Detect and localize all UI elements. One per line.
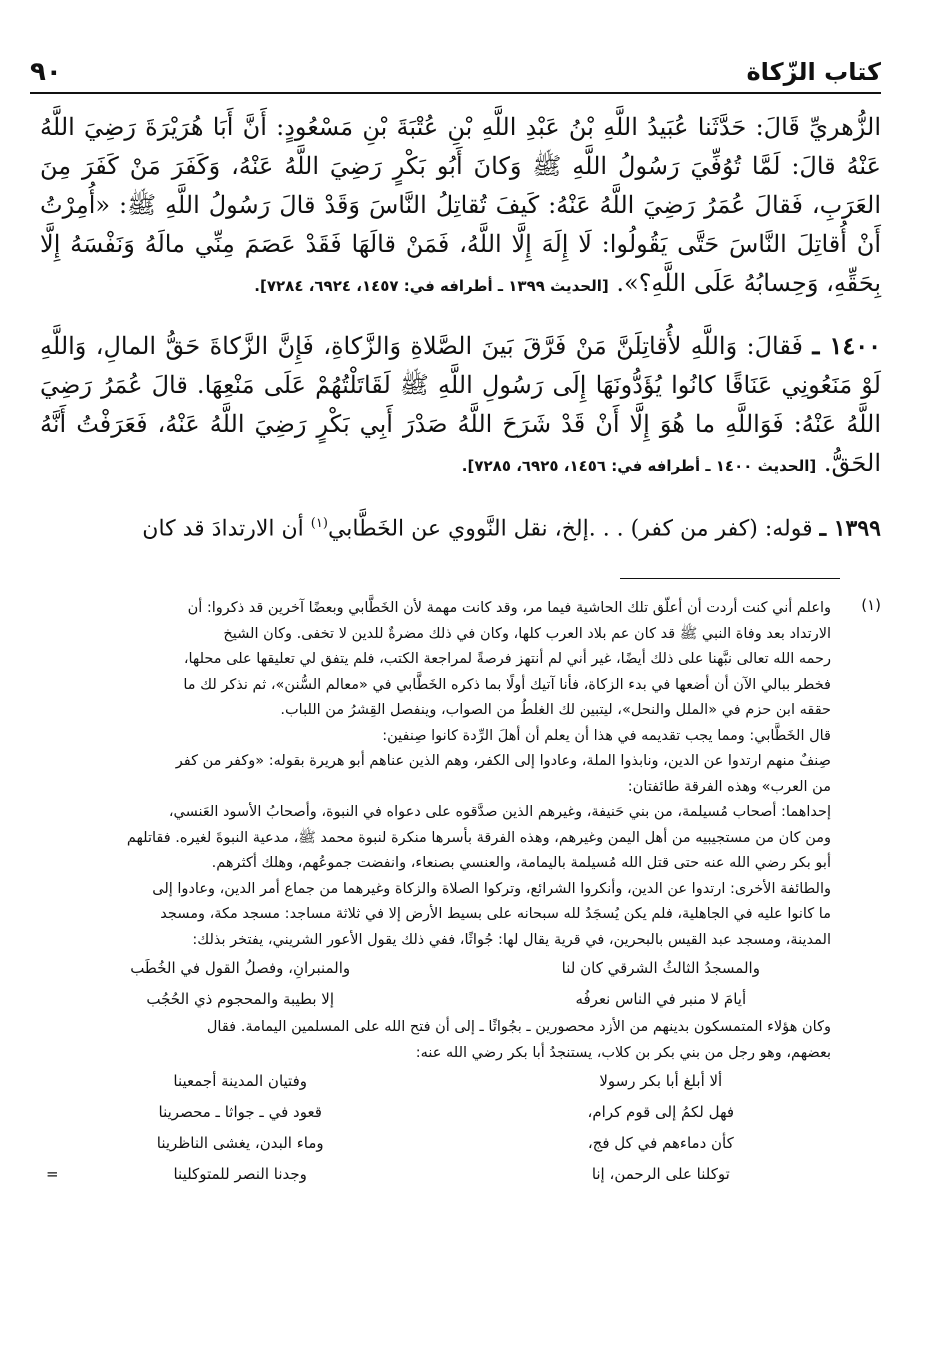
verse-first-hemistich: ألا أبلغ أبا بكر رسولا — [599, 1072, 723, 1090]
footnote-separator — [620, 578, 840, 579]
verse-first-hemistich: كأن دماءهم في كل فج، — [587, 1134, 734, 1152]
footnote-line: إحداهما: أصحاب مُسيلمة، من بني حَنيفة، وغيرهم الذين صدَّقوه على دعواه في النبوة، وأصحابُ الأسود العَنسي، — [168, 804, 831, 820]
poem-verse — [40, 1066, 831, 1097]
footnote-line: وكان هؤلاء المتمسكون بدينهم من الأزد محصورين ـ بجُواثًا ـ إلى أن فتح الله على المسلمين اليمامة. فقال — [206, 1019, 831, 1035]
continuation-mark: = — [46, 1165, 59, 1183]
running-title: كتاب الزّكاة — [746, 58, 881, 86]
footnote-label: (١) — [861, 596, 881, 614]
footnotes — [40, 596, 881, 1190]
footnote-line: أبو بكر رضي الله عنه حتى قتل الله مُسيلمة باليمامة، والعنسي بصنعاء، وانفضت جموعُهم، وهلك أكثرهم. — [211, 855, 831, 871]
footnote-line: فخطر ببالي الآن أن أضعها في بدء الزكاة، فأنا آتيك أولًا بما ذكره الخَطَّابي في «معالم السُّنن»، ثم نذكر لك ما — [183, 676, 831, 693]
commentary-number: ١٣٩٩ ـ — [819, 515, 881, 542]
footnote-line: بعضهم، وهو رجل من بني بكر بن كلاب، يستنجدُ أبا بكر رضي الله عنه: — [415, 1044, 831, 1061]
hadith-1400-reference: [الحديث ١٤٠٠ ـ أطرافه في: ١٤٥٦، ٦٩٢٥، ٧٢٨٥]. — [461, 457, 817, 475]
hadith-1399-text: الزُّهريِّ قَالَ: حَدَّثَنا عُبَيدُ اللَّهِ بْنُ عَبْدِ اللَّهِ بْنِ عُتْبَةَ بْنِ مَسْعُودٍ: أَنَّ أَبَا هُرَيْرَةَ رَضِيَ اللَّهُ عَنْهُ قالَ: لَمَّا تُوُفِّيَ رَسُولُ اللَّهِ ﷺ وَكانَ أَبُو بَكْرٍ رَضِيَ اللَّهُ عَنْهُ، وَكَفَرَ مَنْ كَفَرَ مِنَ العَرَبِ، فَقالَ عُمَرُ رَضِيَ اللَّهُ عَنْهُ: كَيفَ تُقاتِلُ النَّاسَ وَقَدْ قالَ رَسُولُ اللَّهِ ﷺ: «أُمِرْتُ أَنْ أُقاتِلَ النَّاسَ حَتَّى يَقُولُوا: لَا إِلَهَ إِلَّا اللَّهُ، فَمَنْ قالَهَا فَقَدْ عَصَمَ مِنِّي مالَهُ وَنَفْسَهُ إِلَّا بِحَقِّهِ، وَحِسابُهُ عَلَى اللَّهِ؟». — [40, 113, 881, 297]
footnote-line: صِنفٌ منهم ارتدوا عن الدين، ونابذوا الملة، وعادوا إلى الكفر، وهم الذين عناهم أبو هريرة بقوله: «وكفر من كفر — [175, 753, 831, 769]
verse-first-hemistich: أيامَ لا منبر في الناس نعرفُه — [575, 990, 747, 1008]
hadith-1400-number: ١٤٠٠ ـ — [812, 331, 881, 360]
hadith-1400-paragraph — [40, 326, 881, 486]
verse-second-hemistich: قعود في ـ جواثا ـ محصرينا — [158, 1103, 322, 1121]
verse-first-hemistich: فهل لكمُ إلى قوم كرام، — [587, 1103, 735, 1121]
footnote-line: والطائفة الأخرى: ارتدوا عن الدين، وأنكروا الشرائع، وتركوا الصلاة والزكاة وغيرهما من جماع أمر الدين، وعادوا إلى — [152, 880, 831, 897]
page-number: ٩٠ — [30, 57, 62, 87]
verse-second-hemistich: وجدنا النصر للمتوكلينا — [173, 1165, 307, 1183]
footnote-marker: (١) — [310, 516, 328, 531]
commentary-text: قوله: (كفر من كفر) . . .إلخ، نقل النَّووي عن الخَطَّابي — [327, 516, 813, 542]
footnote-line: ومن كان من مستجيبيه من أهل اليمن وغيرهم، وهذه الفرقة بأسرها منكرة لنبوة محمد ﷺ، مدعية النبوةَ لغيره. فقاتلهم — [126, 829, 831, 846]
verse-first-hemistich: توكلنا على الرحمن، إنا — [591, 1165, 730, 1183]
verse-second-hemistich: وماء البدن، يغشى الناظرينا — [156, 1134, 324, 1152]
commentary-paragraph — [40, 506, 881, 547]
footnote-line: قال الخَطَّابي: ومما يجب تقديمه في هذا أن يعلم أن أهلَ الرِّدة كانوا صِنفين: — [382, 727, 831, 744]
footnote-line: الارتداد بعد وفاة النبي ﷺ قد كان عم بلاد العرب كلها، وكان في ذلك مضرةٌ للدين لا تخفى. وكان الشيخ — [223, 625, 831, 642]
hadith-1399-reference: [الحديث ١٣٩٩ ـ أطرافه في: ١٤٥٧، ٦٩٢٤، ٧٢٨٤]. — [254, 277, 609, 295]
page-header — [30, 52, 881, 94]
footnote-line: المدينة، ومسجد عبد القيس بالبحرين، في قرية يقال لها: جُواثًا، ففي ذلك يقول الأعور الشريني، يفتخر بذلك: — [192, 931, 831, 948]
footnote-line: رحمه الله تعالى نبَّهنا على ذلك أيضًا، غير أني لم أنتهز فرصةً لمراجعة الكتب، فلم يتفق لي تعليقها على محلها، — [183, 651, 831, 667]
footnote-line: ما كانوا عليه في الجاهلية، فلم يكن يُسجَدُ لله سبحانه على بسيط الأرض إلا في ثلاثة مساجد: مسجد مكة، ومسجد — [160, 906, 831, 922]
footnote-line: واعلم أني كنت أردت أن أعلّق تلك الحاشية فيما مر، وقد كانت مهمة لأن الخَطَّابي وبعضًا آخرين قد ذكروا: أن — [187, 600, 831, 616]
footnote-line: من العرب» وهذه الفرقة طائفتان: — [627, 778, 831, 795]
hadith-1400-text: فَقالَ: وَاللَّهِ لأُقاتِلَنَّ مَنْ فَرَّقَ بَينَ الصَّلاةِ وَالزَّكاةِ، فَإِنَّ الزَّكاةَ حَقُّ المالِ، وَاللَّهِ لَوْ مَنَعُونِي عَنَاقًا كانُوا يُؤَدُّونَهَا إِلَى رَسُولِ اللَّهِ ﷺ لَقَاتَلْتُهُمْ عَلَى مَنْعِهَا. قالَ عُمَرُ رَضِيَ اللَّهُ عَنْهُ: فَوَاللَّهِ ما هُوَ إِلَّا أَنْ قَدْ شَرَحَ اللَّهُ صَدْرَ أَبِي بَكْرٍ رَضِيَ اللَّهُ عَنْهُ، فَعَرَفْتُ أَنَّهُ الحَقُّ. — [40, 332, 881, 477]
commentary-text-end: أن الارتدادَ قد كان — [142, 516, 304, 542]
main-text — [40, 108, 881, 547]
poem-verse — [40, 953, 831, 984]
verse-second-hemistich: وفتيان المدينة أجمعينا — [173, 1072, 307, 1090]
poem-verse — [40, 1097, 831, 1128]
footnote-line: حققه ابن حزم في «الملل والنحل»، ليتبين لك الغلطُ من الصواب، وينفصل القِشرُ من اللباب. — [280, 702, 831, 718]
poem-verse — [40, 1128, 831, 1159]
verse-first-hemistich: والمسجدُ الثالثُ الشرقي كان لنا — [561, 959, 760, 977]
footnote-body — [40, 596, 831, 1190]
poem-verse — [40, 1159, 831, 1190]
poem-verse — [40, 984, 831, 1015]
verse-second-hemistich: إلا بطيبة والمحجوم ذي الحُجُب — [146, 990, 335, 1008]
hadith-1399-paragraph — [40, 108, 881, 306]
verse-second-hemistich: والمنبرانِ، وفصلُ القول في الخُطَب — [130, 959, 351, 977]
